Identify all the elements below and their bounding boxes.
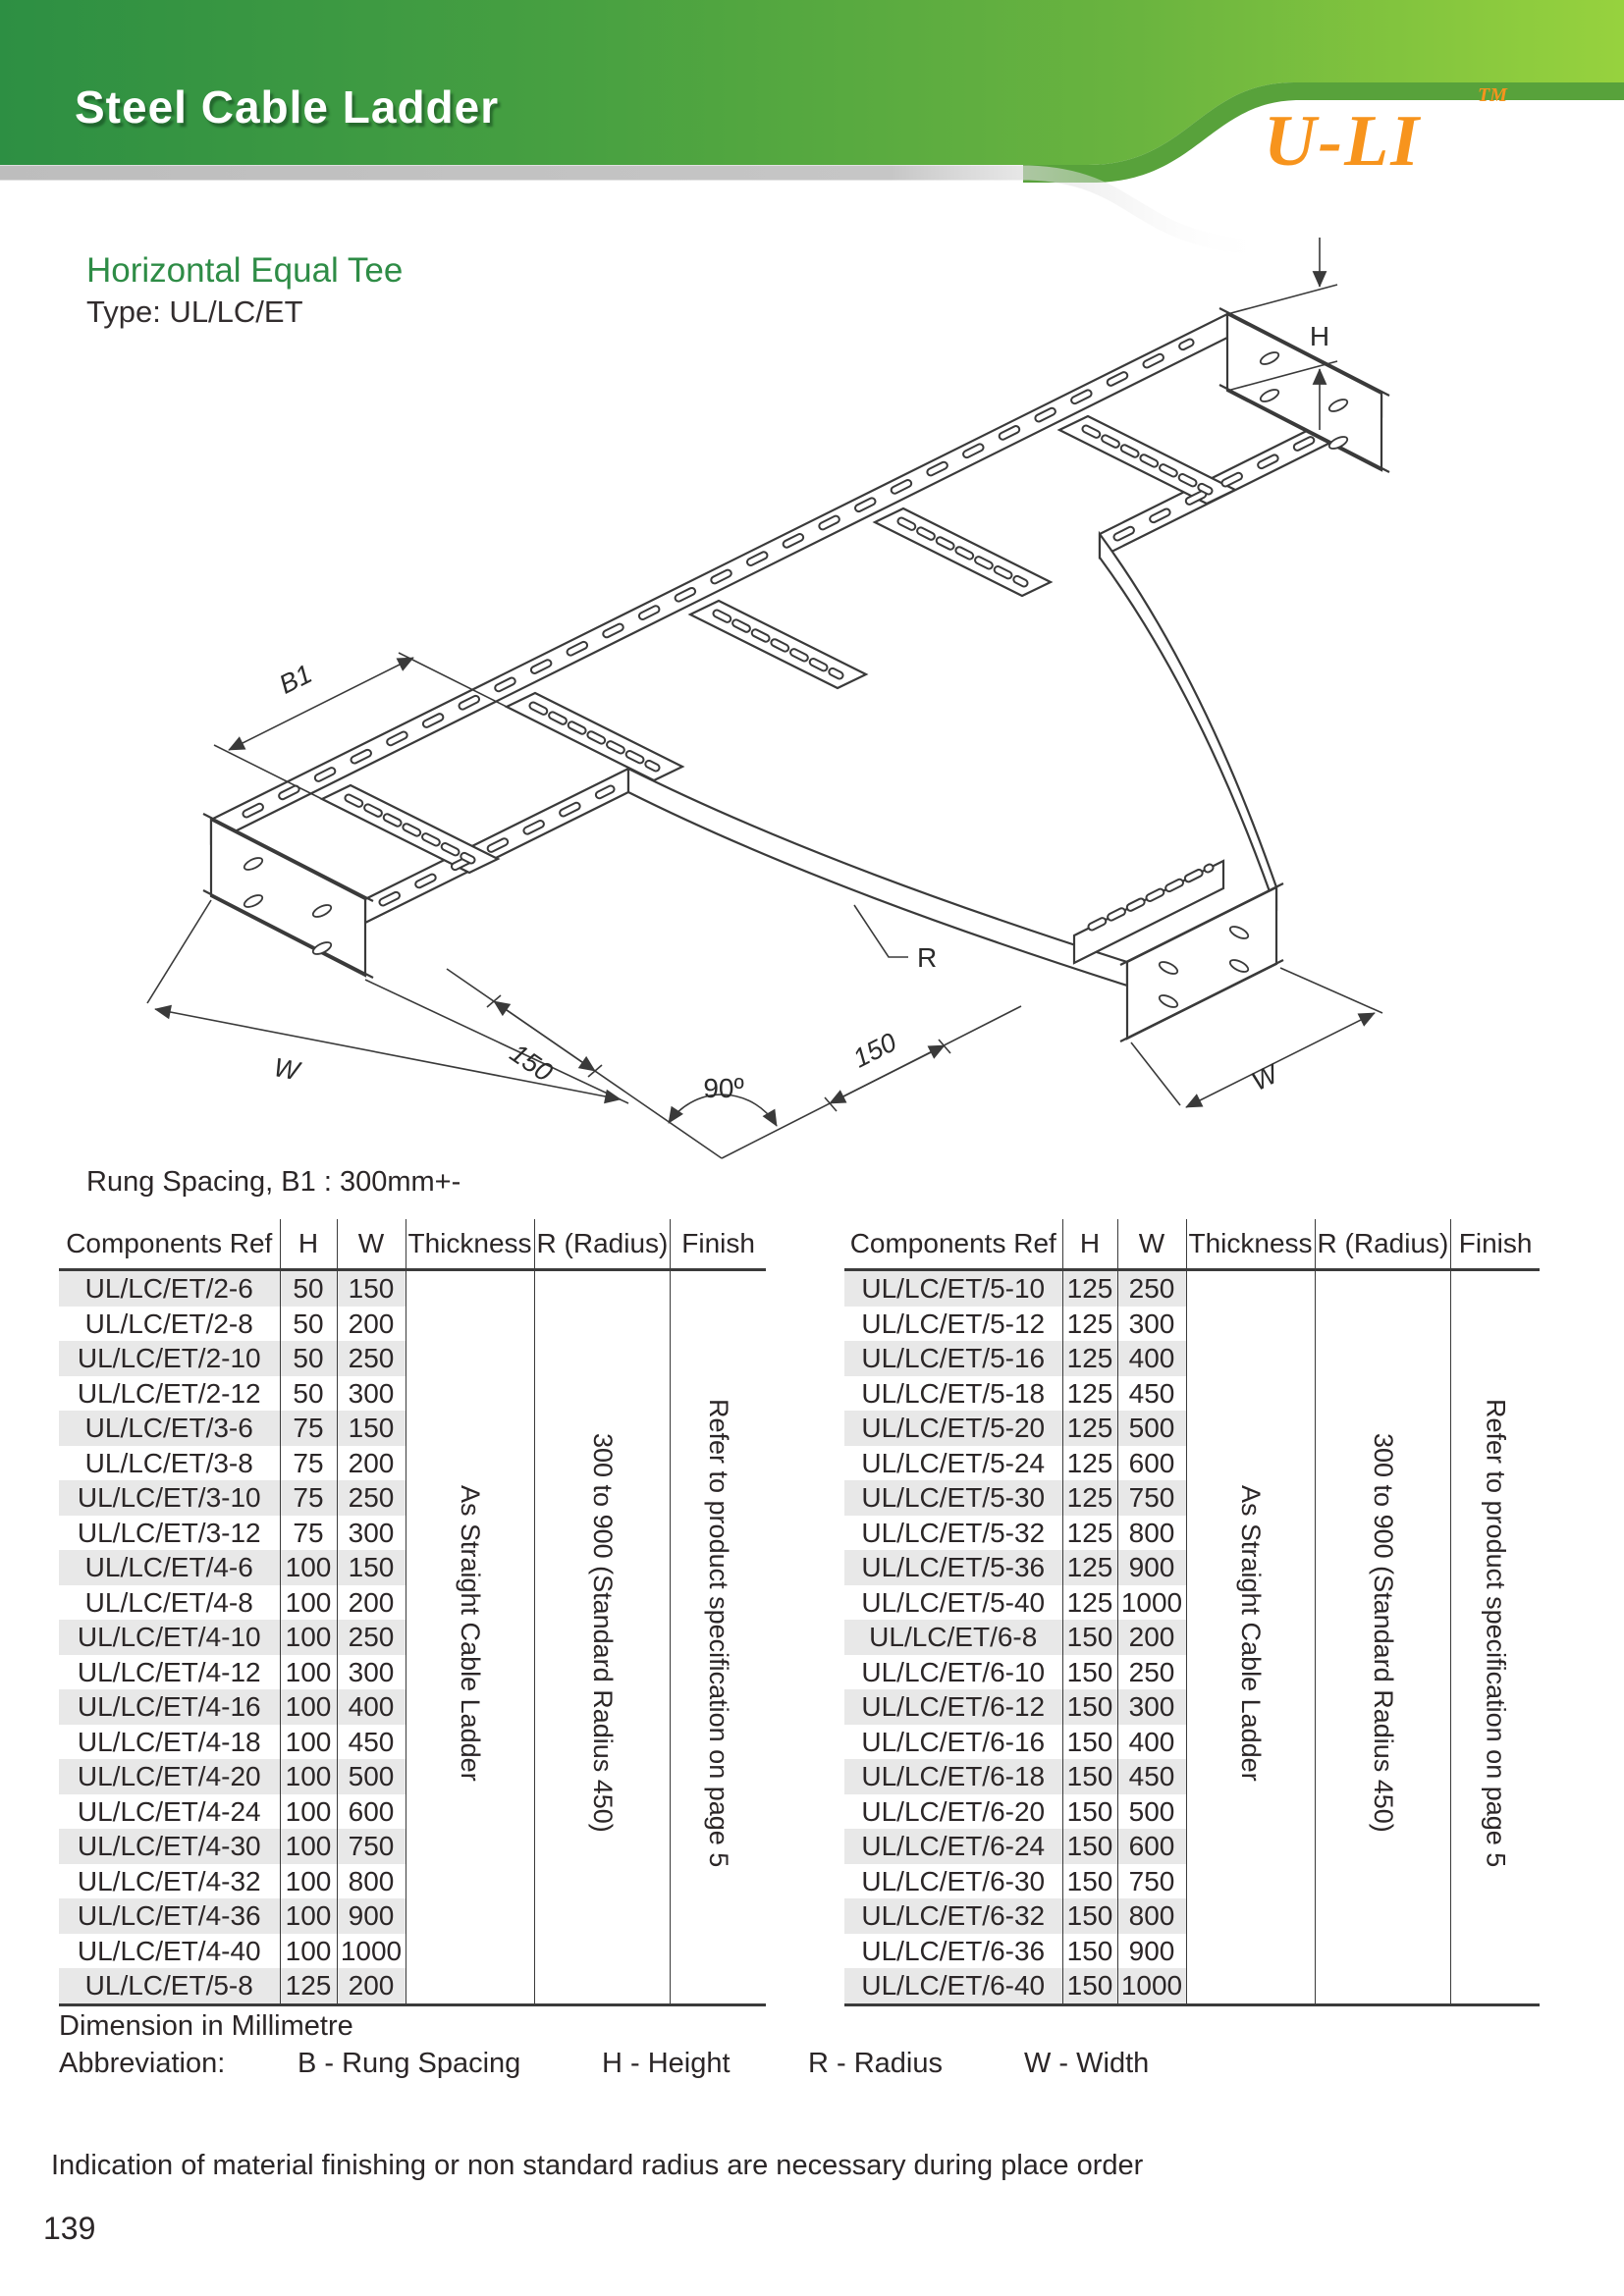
component-ref-cell: UL/LC/ET/5-40: [844, 1585, 1062, 1621]
abbreviation-h: H - Height: [602, 2048, 731, 2079]
width-cell: 1000: [1117, 1968, 1186, 2004]
height-cell: 100: [280, 1620, 337, 1655]
width-cell: 400: [1117, 1725, 1186, 1760]
spec-table-left: [59, 1219, 766, 2006]
width-cell: 300: [337, 1516, 406, 1551]
height-cell: 125: [1062, 1516, 1117, 1551]
width-cell: 800: [337, 1864, 406, 1899]
component-ref-cell: UL/LC/ET/5-30: [844, 1480, 1062, 1516]
component-ref-cell: UL/LC/ET/5-10: [844, 1270, 1062, 1307]
component-ref-cell: UL/LC/ET/5-24: [844, 1446, 1062, 1481]
width-cell: 900: [337, 1898, 406, 1934]
component-ref-cell: UL/LC/ET/3-12: [59, 1516, 280, 1551]
height-cell: 50: [280, 1376, 337, 1412]
dimension-label-b1: B1: [274, 659, 317, 700]
width-cell: 800: [1117, 1516, 1186, 1551]
rung-spacing-note: Rung Spacing, B1 : 300mm+-: [86, 1166, 461, 1198]
width-cell: 200: [337, 1446, 406, 1481]
component-ref-cell: UL/LC/ET/2-6: [59, 1270, 280, 1307]
radius-note-cell: [534, 1270, 671, 2005]
component-ref-cell: UL/LC/ET/6-10: [844, 1655, 1062, 1690]
table-row: [844, 1270, 1540, 1307]
component-ref-cell: UL/LC/ET/3-10: [59, 1480, 280, 1516]
component-ref-cell: UL/LC/ET/4-20: [59, 1759, 280, 1794]
height-cell: 125: [280, 1968, 337, 2004]
height-cell: 50: [280, 1307, 337, 1342]
component-ref-cell: UL/LC/ET/4-32: [59, 1864, 280, 1899]
width-cell: 800: [1117, 1898, 1186, 1934]
height-cell: 100: [280, 1550, 337, 1585]
component-ref-cell: UL/LC/ET/4-16: [59, 1689, 280, 1725]
width-cell: 250: [1117, 1270, 1186, 1307]
height-cell: 125: [1062, 1307, 1117, 1342]
width-cell: 900: [1117, 1550, 1186, 1585]
height-cell: 150: [1062, 1620, 1117, 1655]
height-cell: 150: [1062, 1689, 1117, 1725]
component-ref-cell: UL/LC/ET/6-24: [844, 1829, 1062, 1864]
component-ref-cell: UL/LC/ET/4-36: [59, 1898, 280, 1934]
component-ref-cell: UL/LC/ET/2-12: [59, 1376, 280, 1412]
component-ref-cell: UL/LC/ET/4-8: [59, 1585, 280, 1621]
height-cell: 75: [280, 1516, 337, 1551]
component-ref-cell: UL/LC/ET/6-40: [844, 1968, 1062, 2004]
component-ref-cell: UL/LC/ET/6-8: [844, 1620, 1062, 1655]
component-ref-cell: UL/LC/ET/4-30: [59, 1829, 280, 1864]
height-cell: 100: [280, 1898, 337, 1934]
finish-note-cell: [1451, 1270, 1540, 2005]
dimension-label-h: H: [1309, 321, 1330, 351]
height-cell: 125: [1062, 1550, 1117, 1585]
table-header-row: [844, 1219, 1540, 1270]
component-ref-cell: UL/LC/ET/5-12: [844, 1307, 1062, 1342]
end-caps: [203, 308, 1389, 1041]
height-cell: 100: [280, 1725, 337, 1760]
component-ref-cell: UL/LC/ET/6-12: [844, 1689, 1062, 1725]
width-cell: 600: [1117, 1446, 1186, 1481]
finish-note-cell-text: Refer to product specification on page 5: [704, 1398, 734, 1868]
width-cell: 1000: [337, 1934, 406, 1969]
column-header: Thickness: [406, 1219, 534, 1270]
component-ref-cell: UL/LC/ET/5-36: [844, 1550, 1062, 1585]
component-ref-cell: UL/LC/ET/5-20: [844, 1411, 1062, 1446]
radius-note-cell-text: 300 to 900 (Standard Radius 450): [587, 1433, 618, 1833]
width-cell: 500: [1117, 1794, 1186, 1830]
width-cell: 250: [337, 1480, 406, 1516]
height-cell: 100: [280, 1934, 337, 1969]
height-cell: 100: [280, 1585, 337, 1621]
height-cell: 125: [1062, 1376, 1117, 1412]
height-cell: 75: [280, 1480, 337, 1516]
component-ref-cell: UL/LC/ET/6-30: [844, 1864, 1062, 1899]
component-ref-cell: UL/LC/ET/6-36: [844, 1934, 1062, 1969]
column-header: Finish: [671, 1219, 766, 1270]
width-cell: 500: [337, 1759, 406, 1794]
width-cell: 500: [1117, 1411, 1186, 1446]
height-cell: 125: [1062, 1270, 1117, 1307]
column-header: H: [280, 1219, 337, 1270]
width-cell: 250: [337, 1341, 406, 1376]
height-cell: 75: [280, 1446, 337, 1481]
dimension-unit-note: Dimension in Millimetre: [59, 2010, 353, 2042]
type-label: Type: UL/LC/ET: [86, 294, 303, 329]
thickness-note-cell: [406, 1270, 534, 2005]
component-ref-cell: UL/LC/ET/5-32: [844, 1516, 1062, 1551]
width-cell: 150: [337, 1270, 406, 1307]
height-cell: 125: [1062, 1585, 1117, 1621]
column-header: W: [337, 1219, 406, 1270]
finish-note-cell: [671, 1270, 766, 2005]
width-cell: 150: [337, 1411, 406, 1446]
width-cell: 600: [337, 1794, 406, 1830]
page-number: 139: [43, 2211, 96, 2246]
height-cell: 100: [280, 1689, 337, 1725]
component-ref-cell: UL/LC/ET/6-32: [844, 1898, 1062, 1934]
width-cell: 300: [1117, 1307, 1186, 1342]
width-cell: 300: [1117, 1689, 1186, 1725]
height-cell: 50: [280, 1341, 337, 1376]
height-cell: 100: [280, 1759, 337, 1794]
column-header: W: [1117, 1219, 1186, 1270]
component-ref-cell: UL/LC/ET/4-18: [59, 1725, 280, 1760]
width-cell: 300: [337, 1376, 406, 1412]
height-cell: 150: [1062, 1655, 1117, 1690]
table-row: [59, 1270, 766, 1307]
height-cell: 100: [280, 1794, 337, 1830]
width-cell: 300: [337, 1655, 406, 1690]
abbreviation-w: W - Width: [1024, 2048, 1150, 2079]
width-cell: 900: [1117, 1934, 1186, 1969]
component-ref-cell: UL/LC/ET/5-18: [844, 1376, 1062, 1412]
thickness-note-cell-text: As Straight Cable Ladder: [456, 1484, 486, 1782]
height-cell: 150: [1062, 1759, 1117, 1794]
abbreviation-line: [0, 2048, 1624, 2081]
column-header: H: [1062, 1219, 1117, 1270]
column-header: Components Ref: [59, 1219, 280, 1270]
trademark-symbol: TM: [1478, 84, 1507, 106]
width-cell: 400: [1117, 1341, 1186, 1376]
section-title: Horizontal Equal Tee: [86, 251, 404, 290]
component-ref-cell: UL/LC/ET/5-16: [844, 1341, 1062, 1376]
component-ref-cell: UL/LC/ET/2-10: [59, 1341, 280, 1376]
component-ref-cell: UL/LC/ET/6-18: [844, 1759, 1062, 1794]
width-cell: 200: [337, 1968, 406, 2004]
dimension-label-150-left: 150: [505, 1038, 559, 1088]
height-cell: 100: [280, 1864, 337, 1899]
abbreviation-r: R - Radius: [808, 2048, 943, 2079]
height-cell: 100: [280, 1655, 337, 1690]
height-cell: 125: [1062, 1411, 1117, 1446]
page-title: Steel Cable Ladder: [75, 81, 500, 133]
height-cell: 125: [1062, 1480, 1117, 1516]
ladder-rungs: [322, 416, 1235, 963]
height-cell: 150: [1062, 1898, 1117, 1934]
column-header: Thickness: [1186, 1219, 1315, 1270]
width-cell: 150: [337, 1550, 406, 1585]
dimension-label-150-right: 150: [848, 1027, 901, 1074]
ladder-diagram: [0, 231, 1624, 1188]
height-cell: 150: [1062, 1968, 1117, 2004]
component-ref-cell: UL/LC/ET/4-10: [59, 1620, 280, 1655]
thickness-note-cell-text: As Straight Cable Ladder: [1236, 1484, 1267, 1782]
width-cell: 250: [1117, 1655, 1186, 1690]
thickness-note-cell: [1186, 1270, 1315, 2005]
component-ref-cell: UL/LC/ET/3-6: [59, 1411, 280, 1446]
component-ref-cell: UL/LC/ET/4-12: [59, 1655, 280, 1690]
width-cell: 400: [337, 1689, 406, 1725]
width-cell: 450: [337, 1725, 406, 1760]
header-banner: [0, 0, 1624, 257]
width-cell: 600: [1117, 1829, 1186, 1864]
component-ref-cell: UL/LC/ET/5-8: [59, 1968, 280, 2004]
width-cell: 750: [1117, 1864, 1186, 1899]
spec-table-right: [844, 1219, 1540, 2006]
brand-logo: U-LI TM: [1264, 84, 1507, 182]
component-ref-cell: UL/LC/ET/2-8: [59, 1307, 280, 1342]
dimension-label-w-right: W: [1246, 1058, 1283, 1097]
height-cell: 125: [1062, 1446, 1117, 1481]
width-cell: 750: [1117, 1480, 1186, 1516]
height-cell: 150: [1062, 1794, 1117, 1830]
finish-note-cell-text: Refer to product specification on page 5: [1481, 1398, 1511, 1868]
height-cell: 125: [1062, 1341, 1117, 1376]
width-cell: 200: [1117, 1620, 1186, 1655]
width-cell: 200: [337, 1585, 406, 1621]
component-ref-cell: UL/LC/ET/4-24: [59, 1794, 280, 1830]
dimension-label-w-left: W: [271, 1052, 302, 1087]
column-header: R (Radius): [534, 1219, 671, 1270]
order-note: Indication of material finishing or non standard radius are necessary during place order: [51, 2150, 1144, 2181]
column-header: Finish: [1451, 1219, 1540, 1270]
abbreviation-b: B - Rung Spacing: [298, 2048, 521, 2079]
component-ref-cell: UL/LC/ET/6-20: [844, 1794, 1062, 1830]
height-cell: 50: [280, 1270, 337, 1307]
width-cell: 1000: [1117, 1585, 1186, 1621]
width-cell: 450: [1117, 1376, 1186, 1412]
height-cell: 75: [280, 1411, 337, 1446]
component-ref-cell: UL/LC/ET/3-8: [59, 1446, 280, 1481]
width-cell: 750: [337, 1829, 406, 1864]
height-cell: 150: [1062, 1864, 1117, 1899]
width-cell: 200: [337, 1307, 406, 1342]
component-ref-cell: UL/LC/ET/4-40: [59, 1934, 280, 1969]
column-header: Components Ref: [844, 1219, 1062, 1270]
radius-note-cell-text: 300 to 900 (Standard Radius 450): [1368, 1433, 1398, 1833]
height-cell: 150: [1062, 1934, 1117, 1969]
abbreviation-label: Abbreviation:: [59, 2048, 226, 2079]
height-cell: 150: [1062, 1829, 1117, 1864]
height-cell: 150: [1062, 1725, 1117, 1760]
width-cell: 450: [1117, 1759, 1186, 1794]
table-header-row: [59, 1219, 766, 1270]
width-cell: 250: [337, 1620, 406, 1655]
column-header: R (Radius): [1315, 1219, 1451, 1270]
component-ref-cell: UL/LC/ET/4-6: [59, 1550, 280, 1585]
dimension-label-angle: 90º: [703, 1073, 744, 1103]
dimension-label-r: R: [917, 942, 938, 973]
height-cell: 100: [280, 1829, 337, 1864]
radius-note-cell: [1315, 1270, 1451, 2005]
component-ref-cell: UL/LC/ET/6-16: [844, 1725, 1062, 1760]
